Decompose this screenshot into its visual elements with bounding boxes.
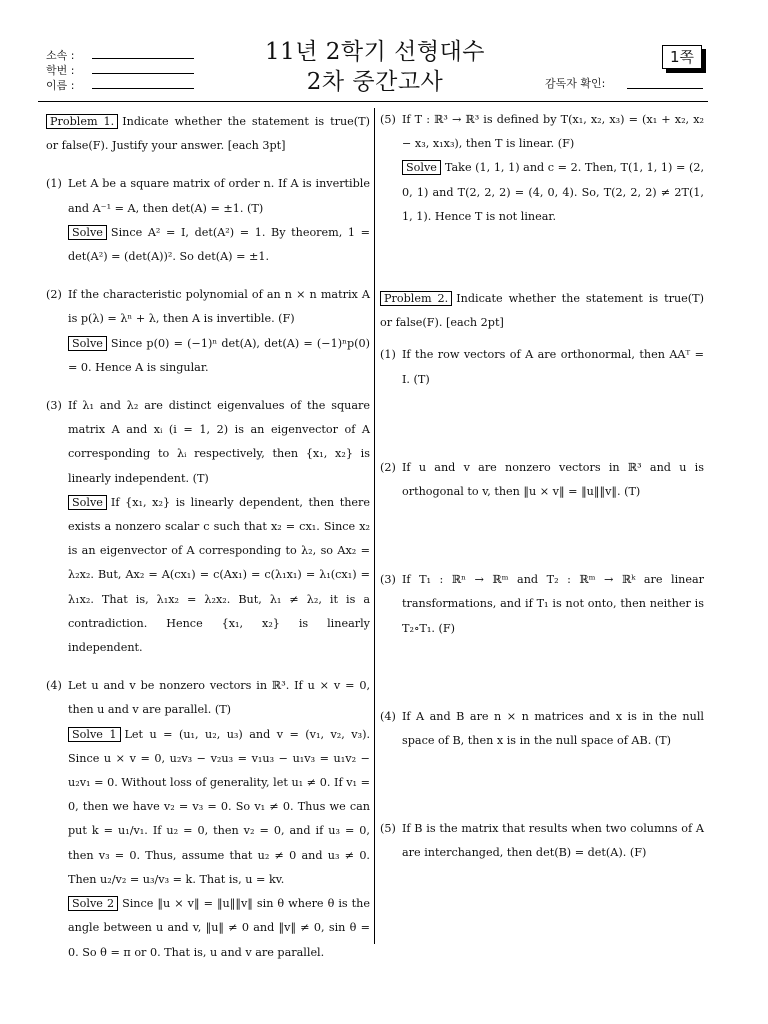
solve-tag: Solve (68, 225, 107, 240)
column-divider (374, 108, 375, 944)
right-column (380, 108, 704, 866)
problem1-item-2: (2) If the characteristic polynomial of an n × n matrix A is p(λ) = λⁿ + λ, then A is invertible. (F) (46, 288, 370, 326)
statement: If the characteristic polynomial of an n × n matrix A is p(λ) = λⁿ + λ, then A is invertible. (F) (68, 288, 370, 326)
statement: If T : ℝ³ → ℝ³ is defined by T(x₁, x₂, x₃) = (x₁ + x₂, x₂ − x₃, x₁x₃), then T is linear. (F) (402, 113, 704, 151)
problem2-item-2: (2) If u and v are nonzero vectors in ℝ³ and u is orthogonal to v, then ‖u × v‖ = ‖u‖‖v‖. (T) (380, 460, 704, 499)
solve-tag: Solve (68, 336, 107, 351)
left-column (46, 110, 370, 965)
problem1-item-2-solution: Solve Since p(0) = (−1)ⁿ det(A), det(A) = (−1)ⁿp(0) = 0. Hence A is singular. (68, 336, 370, 374)
problem1-item-4-solution-1: Solve 1 Let u = (u₁, u₂, u₃) and v = (v₁, v₂, v₃). Since u × v = 0, u₂v₃ − v₂u₃ = v₁u₃ − u₁v₃ = u₁v₂ − u₂v₁ = 0. Without loss of generality, let u₁ ≠ 0. If v₁ = 0, then we have v₂ = v₃ = 0. So v₁ ≠ 0. Thus we can put k = u₁/v₁. If u₂ = 0, then v₂ = 0, and if u₃ = 0, then v₃ = 0. Thus, assume that u₂ ≠ 0 and u₃ ≠ 0. Then u₂/v₂ = u₃/v₃ = k. That is, u = kv. (68, 727, 371, 886)
header-divider (38, 101, 708, 102)
student-id-label: 학번 : (46, 64, 75, 77)
problem1-item-1: (1) Let A be a square matrix of order n. If A is invertible and A⁻¹ = A, then det(A) = ±1. (T) (46, 177, 370, 215)
problem1-item-1-solution: Solve Since A² = I, det(A²) = 1. By theorem, 1 = det(A²) = (det(A))². So det(A) = ±1. (68, 225, 370, 264)
student-id-field-line[interactable] (92, 73, 194, 74)
solve-tag: Solve (402, 160, 441, 175)
supervisor-signature-line[interactable] (627, 88, 703, 89)
name-label: 이름 : (46, 79, 75, 92)
problem2-item-3: (3) If T₁ : ℝⁿ → ℝᵐ and T₂ : ℝᵐ → ℝᵏ are linear transformations, and if T₁ is not onto, then neither is T₂∘T₁. (F) (380, 573, 704, 635)
problem2-tag: Problem 2. (380, 291, 452, 306)
page-number-badge: 1쪽 (662, 45, 702, 69)
problem1-instruction: Indicate whether the statement is true(T) or false(F). Justify your answer. [each 3pt] (46, 115, 370, 153)
solve1-tag: Solve 1 (68, 727, 121, 742)
problem1-item-3: (3) If λ₁ and λ₂ are distinct eigenvalues of the square matrix A and xᵢ (i = 1, 2) is an eigenvector of A corresponding to λᵢ respectively, then {x₁, x₂} is linearly independent. (T) (46, 399, 370, 485)
problem2-item-4: (4) If A and B are n × n matrices and x is in the null space of B, then x is in the null space of AB. (T) (380, 709, 704, 748)
statement: If B is the matrix that results when two columns of A are interchanged, then det(B) = det(A). (F) (402, 822, 704, 860)
problem1-item-4: (4) Let u and v be nonzero vectors in ℝ³. If u × v = 0, then u and v are parallel. (T) (46, 679, 370, 717)
solve2-tag: Solve 2 (68, 896, 118, 911)
supervisor-check-label: 감독자 확인: (545, 77, 606, 90)
solve-tag: Solve (68, 495, 107, 510)
statement: Let u and v be nonzero vectors in ℝ³. If u × v = 0, then u and v are parallel. (T) (68, 679, 370, 717)
name-field-line[interactable] (92, 88, 194, 89)
problem1-item-4-solution-2: Solve 2 Since ‖u × v‖ = ‖u‖‖v‖ sin θ where θ is the angle between u and v, ‖u‖ ≠ 0 and ‖v‖ ≠ 0, sin θ = 0. So θ = π or 0. That is, u and v are parallel. (68, 897, 370, 959)
problem2-item-1: (1) If the row vectors of A are orthonormal, then AAᵀ = I. (T) (380, 348, 704, 386)
statement: If λ₁ and λ₂ are distinct eigenvalues of the square matrix A and xᵢ (i = 1, 2) is an eigenvector of A corresponding to λᵢ respectively, then {x₁, x₂} is linearly independent. (T) (68, 399, 370, 485)
problem2-item-5: (5) If B is the matrix that results when two columns of A are interchanged, then det(B) = det(A). (F) (380, 822, 704, 860)
statement: If T₁ : ℝⁿ → ℝᵐ and T₂ : ℝᵐ → ℝᵏ are linear transformations, and if T₁ is not onto, then neither is T₂∘T₁. (F) (402, 573, 704, 635)
problem1-header (46, 110, 370, 158)
statement: If u and v are nonzero vectors in ℝ³ and u is orthogonal to v, then ‖u × v‖ = ‖u‖‖v‖. (T) (402, 460, 704, 499)
statement: If A and B are n × n matrices and x is in the null space of B, then x is in the null space of AB. (T) (402, 709, 704, 748)
problem1-item-3-solution: Solve If {x₁, x₂} is linearly dependent, then there exists a nonzero scalar c such that x₂ = cx₁. Since x₂ is an eigenvector of A corresponding to λ₂, so Ax₂ = λ₂x₂. But, Ax₂ = A(cx₁) = c(Ax₁) = c(λ₁x₁) = λ₁(cx₁) = λ₁x₂. That is, λ₁x₂ = λ₂x₂. But, λ₁ ≠ λ₂, it is a contradiction. Hence {x₁, x₂} is linearly independent. (68, 495, 370, 655)
problem2-instruction: Indicate whether the statement is true(T) or false(F). [each 2pt] (380, 292, 704, 330)
problem1-item-5: (5) If T : ℝ³ → ℝ³ is defined by T(x₁, x₂, x₃) = (x₁ + x₂, x₂ − x₃, x₁x₃), then T is linear. (F) (380, 113, 704, 151)
affiliation-field-line[interactable] (92, 58, 194, 59)
exam-subtitle: 2차 중간고사 (306, 69, 444, 95)
exam-title: 11년 2학기 선형대수 (264, 39, 486, 65)
problem2-header (380, 287, 704, 335)
affiliation-label: 소속 : (46, 49, 75, 62)
statement: If the row vectors of A are orthonormal, then AAᵀ = I. (T) (402, 348, 704, 386)
problem1-item-5-solution: Solve Take (1, 1, 1) and c = 2. Then, T(1, 1, 1) = (2, 0, 1) and T(2, 2, 2) = (4, 0, 4). So, T(2, 2, 2) ≠ 2T(1, 1, 1). Hence T is not linear. (402, 161, 704, 223)
problem1-tag: Problem 1. (46, 114, 118, 129)
statement: Let A be a square matrix of order n. If A is invertible and A⁻¹ = A, then det(A) = ±1. (T) (68, 177, 370, 215)
